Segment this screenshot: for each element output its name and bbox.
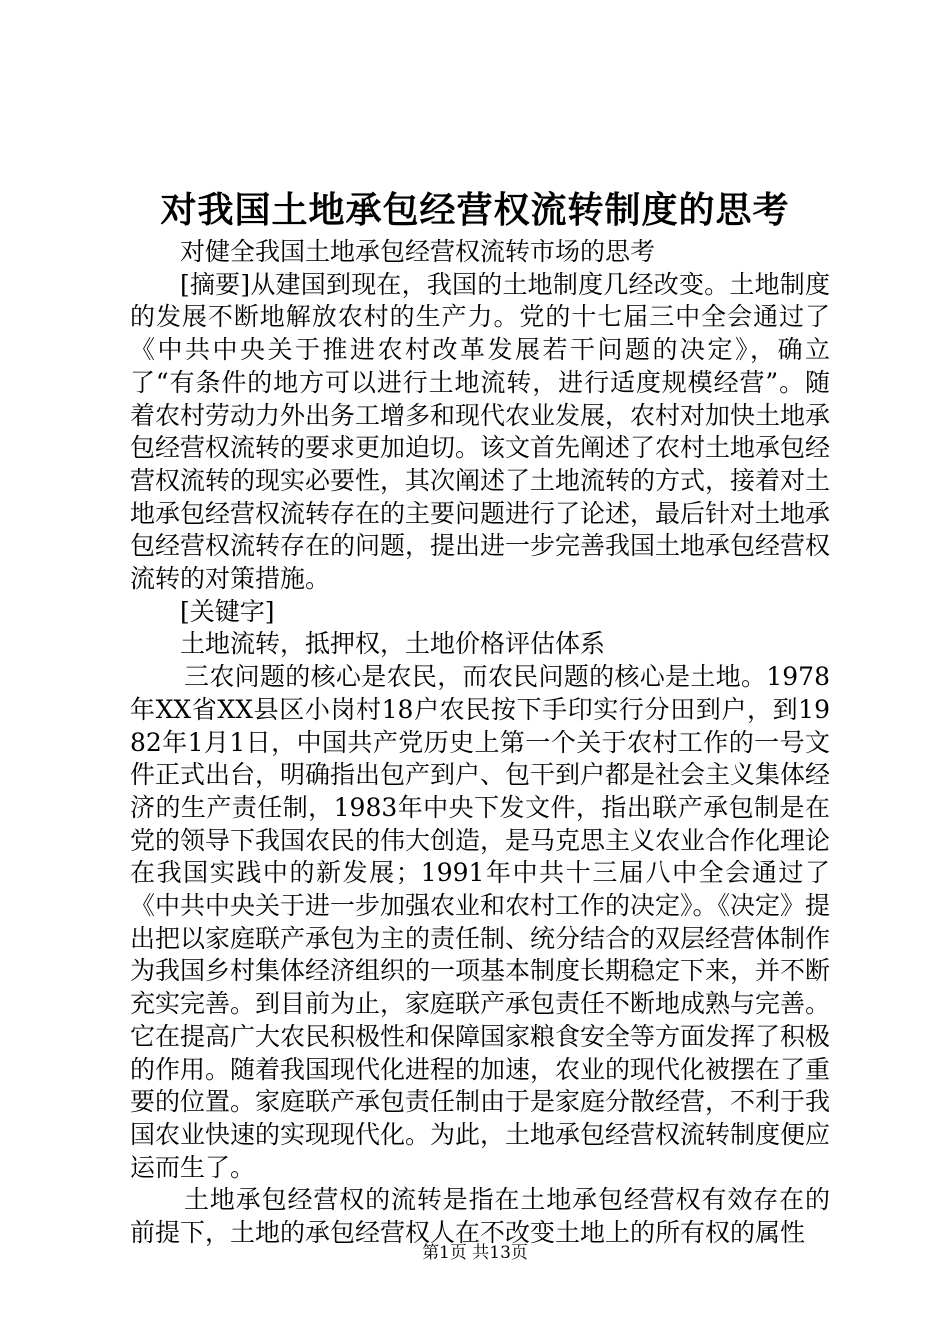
paragraph-body-1: 三农问题的核心是农民，而农民问题的核心是土地。1978年XX省XX县区小岗村18户农民按下手印实行分田到户，到1982年1月1日，中国共产党历史上第一个关于农村工作的一号文件正式出台，明确指出包产到户、包干到户都是社会主义集体经济的生产责任制，1983年中央下发文件，指出联产承包制是在党的领导下我国农民的伟大创造，是马克思主义农业合作化理论在我国实践中的新发展；1991年中共十三届八中全会通过了《中共中央关于进一步加强农业和农村工作的决定》。《决定》提出把以家庭联产承包为主的责任制、统分结合的双层经营体制作为我国乡村集体经济组织的一项基本制度长期稳定下来，并不断充实完善。到目前为止，家庭联产承包责任不断地成熟与完善。它在提高广大农民积极性和保障国家粮食安全等方面发挥了积极的作用。随着我国现代化进程的加速，农业的现代化被摆在了重要的位置。家庭联产承包责任制由于是家庭分散经营，不利于我国农业快速的实现现代化。为此，土地承包经营权流转制度便应运而生了。 bbox=[130, 662, 831, 1182]
paragraph-keywords-label: [关键字] bbox=[180, 596, 275, 626]
document-title: 对我国土地承包经营权流转制度的思考 bbox=[160, 189, 790, 231]
document-body bbox=[130, 236, 830, 1250]
paragraph-body-2: 土地承包经营权的流转是指在土地承包经营权有效存在的前提下，土地的承包经营权人在不改变土地上的所有权的属性 bbox=[130, 1185, 830, 1248]
paragraph-abstract: [摘要]从建国到现在，我国的土地制度几经改变。土地制度的发展不断地解放农村的生产力。党的十七届三中全会通过了《中共中央关于推进农村改革发展若干问题的决定》，确立了“有条件的地方可以进行土地流转，进行适度规模经营”。随着农村劳动力外出务工增多和现代农业发展，农村对加快土地承包经营权流转的要求更加迫切。该文首先阐述了农村土地承包经营权流转的现实必要性，其次阐述了土地流转的方式，接着对土地承包经营权流转存在的主要问题进行了论述，最后针对土地承包经营权流转存在的问题，提出进一步完善我国土地承包经营权流转的对策措施。 bbox=[130, 269, 831, 594]
paragraph-keywords: 土地流转，抵押权，土地价格评估体系 bbox=[180, 629, 606, 659]
page-footer: 第1页 共13页 bbox=[422, 1243, 528, 1263]
paragraph-subtitle: 对健全我国土地承包经营权流转市场的思考 bbox=[180, 237, 656, 266]
